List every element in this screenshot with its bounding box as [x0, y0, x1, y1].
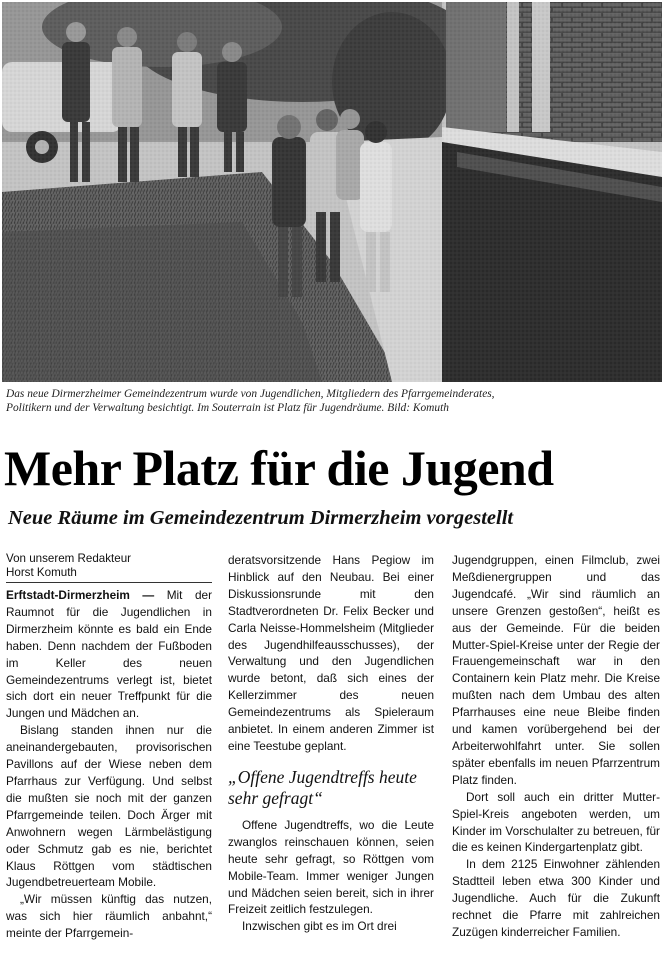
byline-role: Von unserem Redakteur	[6, 552, 132, 565]
caption-line-1: Das neue Dirmerzheimer Gemeindezentrum wurde von Jugendlichen, Mitgliedern des Pfarrgemeinderates,	[6, 388, 495, 400]
byline-divider	[6, 582, 212, 583]
photo-image-icon	[2, 2, 662, 382]
dateline: Erftstadt-Dirmerzheim —	[6, 588, 155, 602]
byline	[6, 552, 212, 580]
paragraph: Bislang standen ihnen nur die aneinandergebauten, provisorischen Pavillons auf der Wiese neben dem Pfarrhaus zur Verfügung. Und selbst die mußten sie noch mit der ganzen Pfarrgemeinde teilen. Doch Ärger mit Anwohnern wegen Lärmbelästigung oder Schmutz gab es nie, berichtet Klaus Röttgen vom städtischen Jugendbetreuerteam Mobile.	[6, 723, 212, 890]
paragraph: Jugendgruppen, einen Filmclub, zwei Meßdienergruppen und das Jugendcafé. „Wir sind räumlich an unsere Grenzen gestoßen“, heißt es aus der Gemeinde. Für die beiden Mutter-Spiel-Kreise unter der Regie der Frauengemeinschaft war in den Containern kein Platz mehr. Die Kreise mußten nach dem Umbau des alten Pfarrhauses eine neue Bleibe finden und kamen vorübergehend bei der Arbeiterwohlfahrt unter. Sie sollen später ebenfalls im neuen Pfarrzentrum Platz finden.	[452, 553, 660, 787]
byline-author: Horst Komuth	[6, 566, 77, 579]
news-photo	[2, 2, 662, 382]
paragraph: deratsvorsitzende Hans Pegiow im Hinblick auf den Neubau. Bei einer Diskussionsrunde mit den Stadtverordneten Dr. Felix Becker und Carla Neisse-Hommelsheim (Mitglieder des Jugendhilfeausschusses), der Verwaltung und den Jugendlichen wurde betont, daß sich eines der Kellerzimmer des neuen Gemeindezentrums als Spieleraum anbietet. In einem anderen Zimmer ist eine Teestube geplant.	[228, 553, 434, 753]
article-column-3	[452, 552, 660, 941]
paragraph: Inzwischen gibt es im Ort drei	[242, 919, 397, 934]
paragraph: Dort soll auch ein dritter Mutter-Spiel-Kreis angeboten werden, um Kinder im Vorschulalter zu betreuen, für die es keinen Kindergartenplatz gibt.	[452, 789, 660, 855]
caption-line-2: Politikern und der Verwaltung besichtigt. Im Souterrain ist Platz für Jugendräume. Bild: Komuth	[6, 402, 449, 414]
article-headline: Mehr Platz für die Jugend	[4, 440, 554, 496]
section-subheading: „Offene Jugendtreffs heute sehr gefragt“	[228, 766, 417, 808]
article-column-1	[6, 552, 212, 942]
paragraph: „Wir müssen künftig das nutzen, was sich hier räumlich anbahnt,“ meinte der Pfarrgemein-	[6, 892, 212, 941]
article-column-2	[228, 552, 434, 935]
photo-caption	[6, 387, 662, 415]
paragraph: In dem 2125 Einwohner zählenden Stadtteil leben etwa 300 Kinder und Jugendliche. Auch für die Zukunft rechnet die Pfarre mit zahlreichen Zuzügen kinderreicher Familien.	[452, 857, 660, 939]
paragraph: Offene Jugendtreffs, wo die Leute zwanglos reinschauen können, seien heute sehr gefragt, so Röttgen vom Mobile-Team. Immer weniger Jungen und Mädchen seien bereit, sich in ihrer Freizeit zeitlich festzulegen.	[228, 817, 434, 917]
paragraph-intro	[6, 587, 212, 722]
paragraph-intro-text: Mit der Raumnot für die Jugendlichen in Dirmerzheim könnte es bald ein Ende haben. Denn nachdem der Fußboden im Keller des neuen Gemeindezentrums verlegt ist, bietet sich dort ein neuer Treffpunkt für die Jungen und Mädchen an.	[6, 588, 212, 721]
article-subheadline: Neue Räume im Gemeindezentrum Dirmerzheim vorgestellt	[8, 507, 514, 529]
